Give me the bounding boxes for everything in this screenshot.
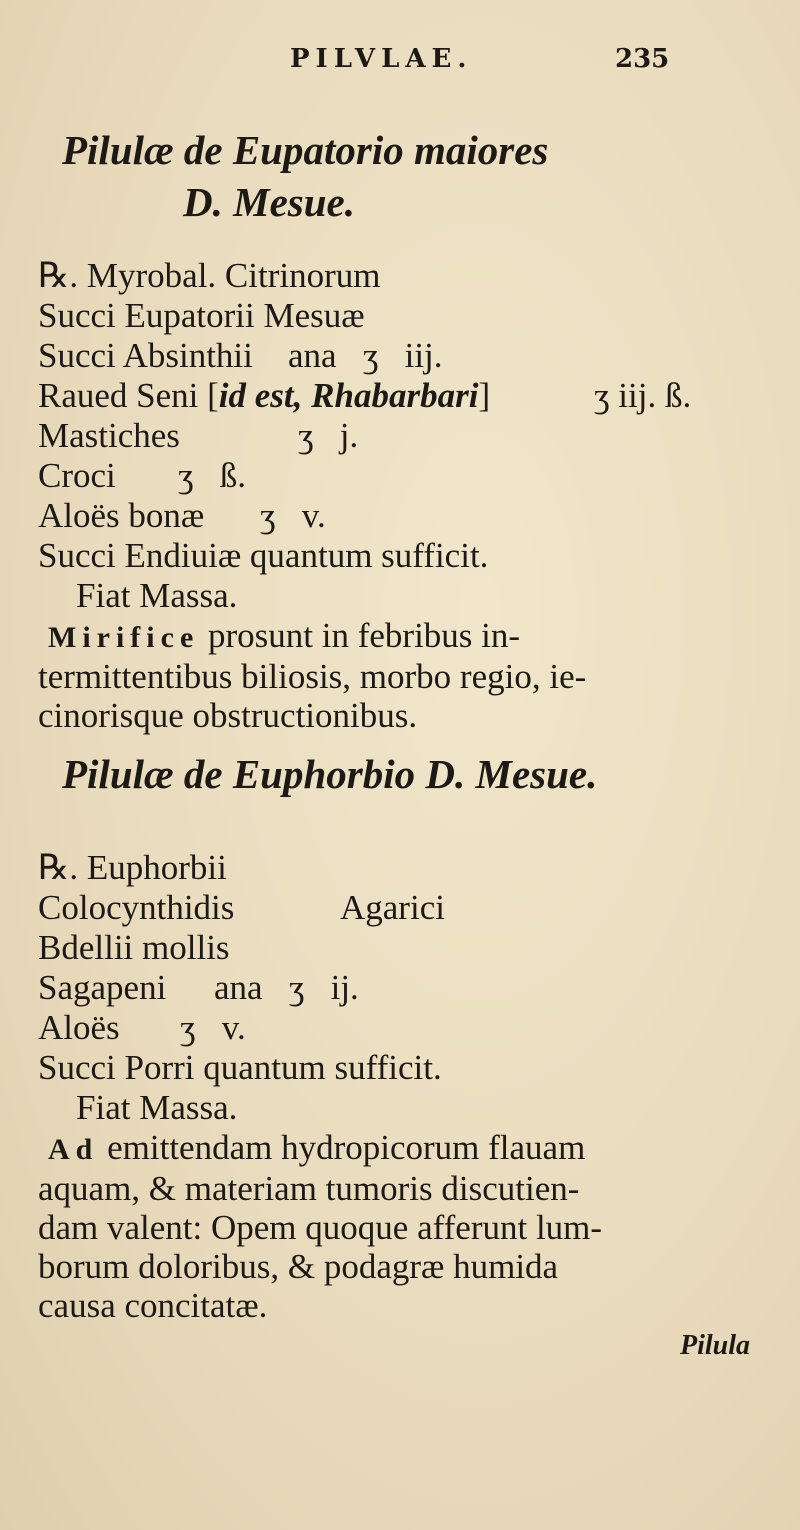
recipe1-ingredient: Croci [38, 456, 116, 495]
recipe1-description [38, 616, 764, 735]
description-line: aquam, & materiam tumoris discutien- [38, 1169, 580, 1208]
recipe1-ingredient: Mastiches [38, 416, 180, 455]
recipe1-ingredient-qty: ʒ v. [260, 496, 326, 535]
description-line: cinorisque obstructionibus. [38, 696, 418, 735]
description-line: termittentibus biliosis, morbo regio, ie- [38, 657, 587, 696]
description-line: dam valent: Opem quoque afferunt lum- [38, 1208, 603, 1247]
recipe1-title-line2: D. Mesue. [183, 179, 355, 225]
recipe2-title: Pilulæ de Euphorbio D. Mesue. [62, 751, 598, 797]
recipe2-ingredient-qty: ʒ v. [180, 1008, 246, 1047]
recipe2-ingredient-qty: ana ʒ ij. [214, 968, 359, 1007]
page-number: 235 [615, 44, 670, 74]
recipe1-ingredient: Aloës bonæ [38, 496, 205, 535]
recipe2-ingredient: Succi Porri quantum sufficit. [38, 1048, 442, 1087]
recipe1-ingredient-qty: ana ʒ iij. [288, 336, 443, 375]
recipe2-ingredient: Sagapeni [38, 968, 167, 1007]
recipe1-ingredient-qty: ʒ iij. ß. [594, 376, 692, 415]
recipe1-ingredient: Succi Endiuiæ quantum sufficit. [38, 536, 489, 575]
description-line: causa concitatæ. [38, 1286, 268, 1325]
recipe1-ingredient-name: Raued Seni [ [38, 376, 219, 415]
recipe1-ingredient: Succi Eupatorii Mesuæ [38, 296, 365, 335]
recipe2-description [38, 1128, 764, 1325]
drop-word: Ad [48, 1133, 99, 1166]
recipe1-ingredient: Fiat Massa. [76, 576, 238, 615]
recipe1-ingredient: ℞. Myrobal. Citrinorum [38, 256, 381, 295]
recipe2-ingredient: Aloës [38, 1008, 120, 1047]
recipe1-bracket-close: ] [478, 376, 491, 415]
running-title: PILVLAE. [290, 44, 473, 74]
description-line: Mirifice prosunt in febribus in- [48, 616, 521, 655]
recipe1-ingredient-qty: ʒ j. [298, 416, 359, 455]
running-head [0, 44, 800, 84]
recipe1-ingredient-bracketed [38, 378, 490, 413]
recipe2-ingredient: Colocynthidis [38, 888, 235, 927]
recipe1-ingredient-qty: ʒ ß. [178, 456, 247, 495]
recipe1-bracket-text: id est, Rhabarbari [218, 376, 479, 415]
recipe2-ingredient: ℞. Euphorbii [38, 848, 227, 887]
description-line: borum doloribus, & podagræ humida [38, 1247, 559, 1286]
recipe1-ingredient: Succi Absinthii [38, 336, 253, 375]
catchword: Pilula [680, 1330, 751, 1361]
recipe2-ingredient: Bdellii mollis [38, 928, 230, 967]
drop-word: Mirifice [48, 621, 200, 654]
description-line: Ad emittendam hydropicorum flauam [48, 1128, 586, 1167]
recipe2-ingredient: Fiat Massa. [76, 1088, 238, 1127]
recipe1-title-line1: Pilulæ de Eupatorio maiores [62, 127, 549, 173]
recipe2-ingredient-qty: Agarici [340, 888, 445, 927]
